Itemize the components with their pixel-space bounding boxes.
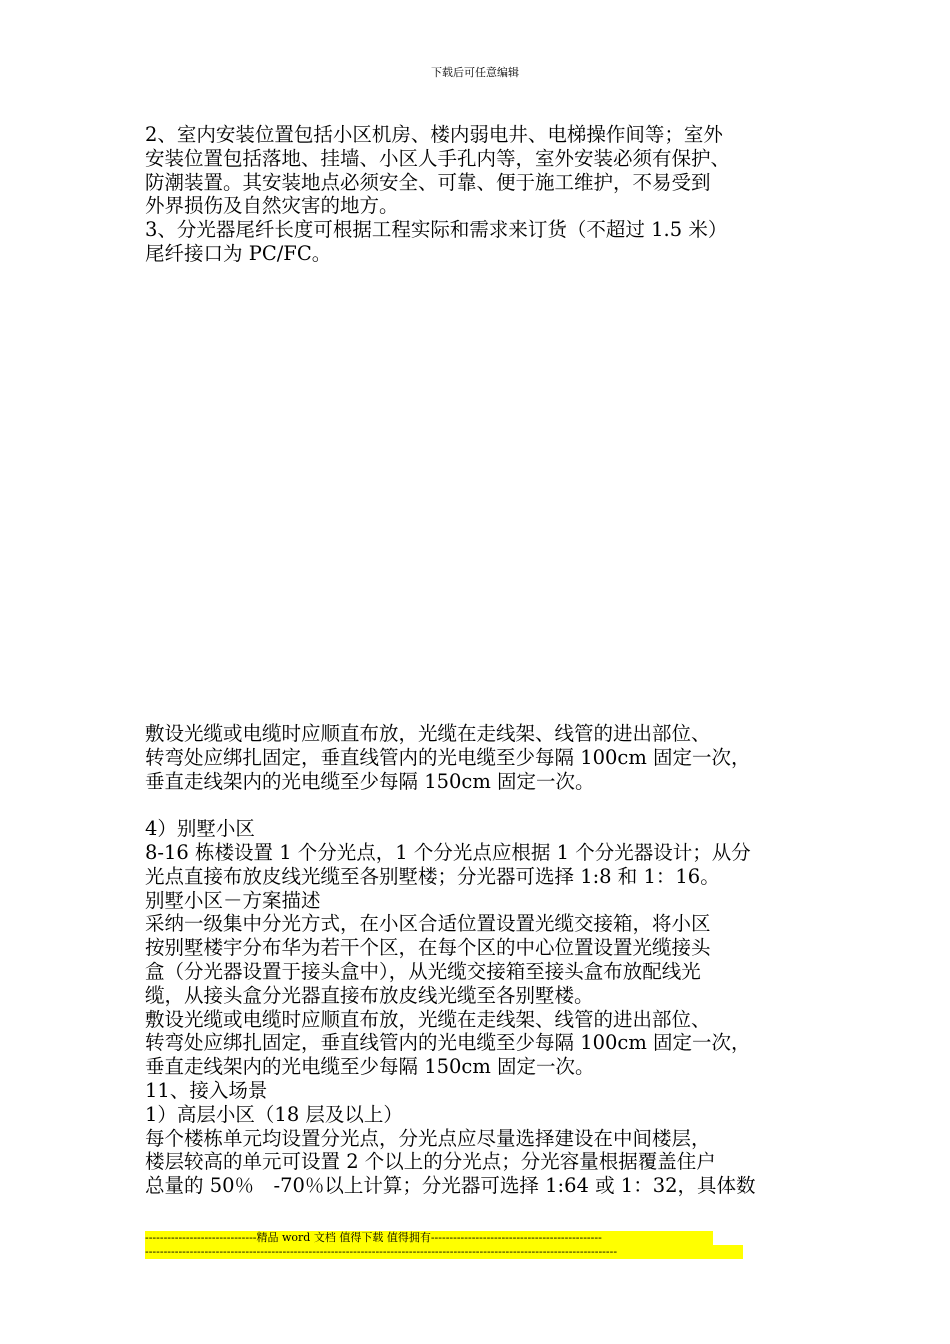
section-heading: 4）别墅小区 xyxy=(145,817,255,841)
paragraph-line: 转弯处应绑扎固定，垂直线管内的光电缆至少每隔 100cm 固定一次， xyxy=(145,745,751,769)
paragraph-line: 3、分光器尾纤长度可根据工程实际和需求来订货（不超过 1.5 米） xyxy=(145,218,728,242)
section-heading: 1）高层小区（18 层及以上） xyxy=(145,1102,403,1126)
paragraph-line: 安装位置包括落地、挂墙、小区人手孔内等，室外安装必须有保护、 xyxy=(145,146,731,170)
text-block-installation xyxy=(145,123,835,266)
footer-dash-line: ------------------------------------------------------------------------------------------------------------------------------- xyxy=(145,1245,743,1259)
paragraph-line: 尾纤接口为 PC/FC。 xyxy=(145,241,332,265)
paragraph-line: 垂直走线架内的光电缆至少每隔 150cm 固定一次。 xyxy=(145,1055,595,1079)
text-block-cabling xyxy=(145,722,835,1198)
paragraph-line: 防潮装置。其安装地点必须安全、可靠、便于施工维护，不易受到 xyxy=(145,170,711,194)
paragraph-line: 总量的 50％ -70％以上计算；分光器可选择 1:64 或 1：32，具体数 xyxy=(145,1174,756,1198)
paragraph-line: 楼层较高的单元可设置 2 个以上的分光点；分光容量根据覆盖住户 xyxy=(145,1150,716,1174)
blank-line xyxy=(145,793,835,817)
paragraph-line: 光点直接布放皮线光缆至各别墅楼；分光器可选择 1:8 和 1：16。 xyxy=(145,864,720,888)
paragraph-line: 2、室内安装位置包括小区机房、楼内弱电井、电梯操作间等；室外 xyxy=(145,123,723,146)
paragraph-line: 按别墅楼宇分布华为若干个区，在每个区的中心位置设置光缆接头 xyxy=(145,936,711,960)
paragraph-line: 敷设光缆或电缆时应顺直布放，光缆在走线架、线管的进出部位、 xyxy=(145,1007,711,1031)
paragraph-line: 垂直走线架内的光电缆至少每隔 150cm 固定一次。 xyxy=(145,769,595,793)
paragraph-line: 盒（分光器设置于接头盒中），从光缆交接箱至接头盒布放配线光 xyxy=(145,959,701,983)
footer-banner-line: ------------------------------精品 word 文档 值得下载 值得拥有---------------------------------------------- xyxy=(145,1231,713,1245)
paragraph-line: 8-16 栋楼设置 1 个分光点，1 个分光点应根据 1 个分光器设计；从分 xyxy=(145,840,751,864)
section-heading: 别墅小区－方案描述 xyxy=(145,888,321,912)
paragraph-line: 外界损伤及自然灾害的地方。 xyxy=(145,194,399,218)
paragraph-line: 缆，从接头盒分光器直接布放皮线光缆至各别墅楼。 xyxy=(145,983,594,1007)
page-header: 下载后可任意编辑 xyxy=(431,66,519,79)
section-heading: 11、接入场景 xyxy=(145,1078,268,1102)
page-footer xyxy=(145,1231,743,1259)
paragraph-line: 敷设光缆或电缆时应顺直布放，光缆在走线架、线管的进出部位、 xyxy=(145,722,711,745)
paragraph-line: 转弯处应绑扎固定，垂直线管内的光电缆至少每隔 100cm 固定一次， xyxy=(145,1031,751,1055)
paragraph-line: 每个楼栋单元均设置分光点，分光点应尽量选择建设在中间楼层， xyxy=(145,1126,711,1150)
paragraph-line: 采纳一级集中分光方式，在小区合适位置设置光缆交接箱，将小区 xyxy=(145,912,711,936)
